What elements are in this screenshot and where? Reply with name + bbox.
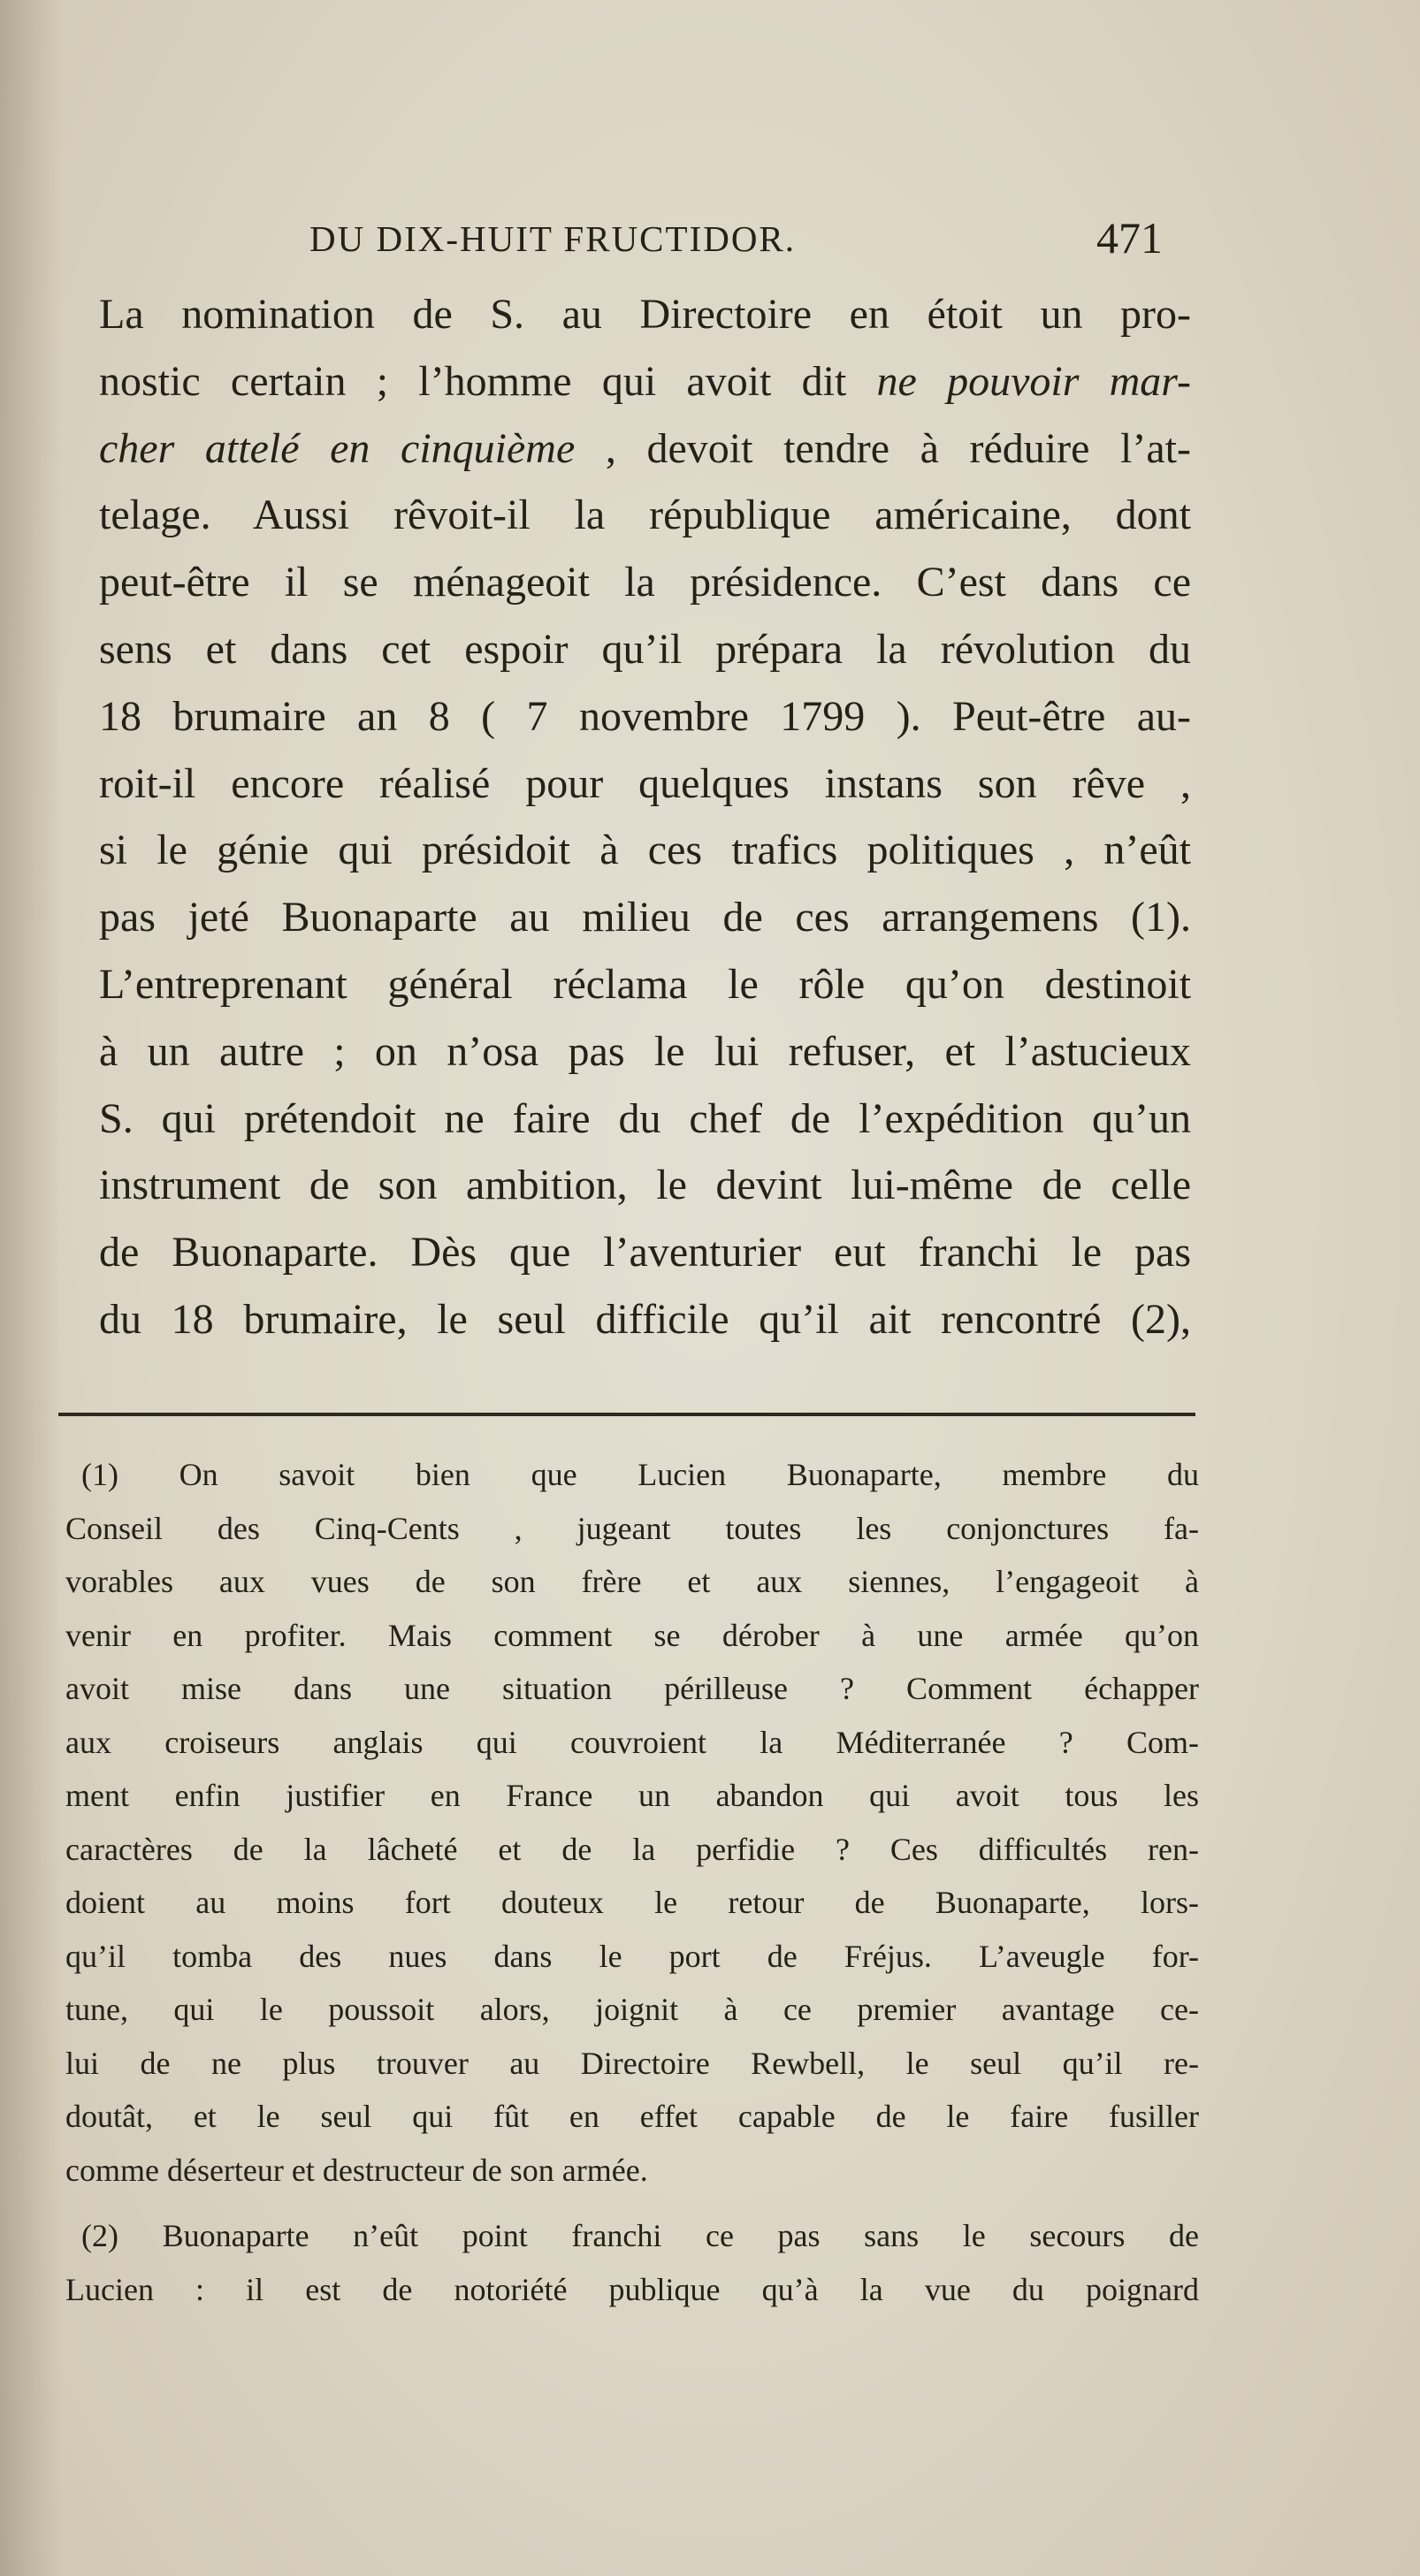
footnote-line: avoit mise dans une situation périlleuse ? Comment échapper [65,1671,1199,1706]
text-line [99,415,1191,483]
text-line: S. qui prétendoit ne faire du chef de l’expédition qu’un [99,1094,1191,1142]
text-line: sens et dans cet espoir qu’il prépara la révolution du [99,625,1191,673]
page-number: 471 [1096,213,1163,263]
text-line: L’entreprenant général réclama le rôle qu’on destinoit [99,960,1191,1008]
footnotes [65,1448,1199,2316]
text-line: roit-il encore réalisé pour quelques instans son rêve , [99,759,1191,807]
footnote-line: comme déserteur et destructeur de son armée. [65,2152,648,2188]
footnote-line: vorables aux vues de son frère et aux siennes, l’engageoit à [65,1564,1199,1599]
text-line-roman: , devoit tendre à réduire l’at- [575,424,1191,472]
text-line: telage. Aussi rêvoit-il la république américaine, dont [99,492,1191,539]
footnote-line: qu’il tomba des nues dans le port de Fréjus. L’aveugle for- [65,1938,1199,1974]
italic-phrase: cher attelé en cinquième [99,424,576,472]
text-line: du 18 brumaire, le seul difficile qu’il ait rencontré (2), [99,1295,1191,1343]
footnote-gap [65,2197,1199,2209]
footnote-line: caractères de la lâcheté et de la perfidie ? Ces difficultés ren- [65,1831,1199,1867]
text-line: à un autre ; on n’osa pas le lui refuser, et l’astucieux [99,1027,1191,1075]
text-line-roman: nostic certain ; l’homme qui avoit dit [99,357,877,405]
footnote-line: (2) Buonaparte n’eût point franchi ce pas sans le secours de [81,2218,1199,2253]
footnote-line: ment enfin justifier en France un abandon qui avoit tous les [65,1778,1199,1813]
page-header [106,212,1194,274]
page-edge-shadow [0,0,62,2576]
footnote-line: lui de ne plus trouver au Directoire Rewbell, le seul qu’il re- [65,2045,1199,2081]
footnote-1 [65,1448,1199,2197]
footnote-line: Lucien : il est de notoriété publique qu’à la vue du poignard [65,2271,1199,2307]
text-line: pas jeté Buonaparte au milieu de ces arrangemens (1). [99,894,1191,941]
footnote-line: tune, qui le poussoit alors, joignit à ce premier avantage ce- [65,1992,1199,2027]
main-text [99,281,1191,1353]
footnote-line: (1) On savoit bien que Lucien Buonaparte, membre du [81,1457,1199,1492]
italic-phrase: ne pouvoir mar- [876,357,1192,405]
footnote-line: doutât, et le seul qui fût en effet capable de le faire fusiller [65,2099,1199,2134]
running-head: DU DIX-HUIT FRUCTIDOR. [309,218,797,259]
text-line: instrument de son ambition, le devint lui-même de celle [99,1162,1191,1209]
footnote-line: doient au moins fort douteux le retour de Buonaparte, lors- [65,1885,1199,1920]
text-line: peut-être il se ménageoit la présidence. C’est dans ce [99,559,1191,606]
footnote-separator [58,1413,1195,1416]
text-line: 18 brumaire an 8 ( 7 novembre 1799 ). Peut-être au- [99,692,1191,740]
footnote-line: Conseil des Cinq-Cents , jugeant toutes les conjonctures fa- [65,1510,1199,1546]
text-line: La nomination de S. au Directoire en étoit un pro- [99,291,1191,338]
footnote-line: venir en profiter. Mais comment se dérober à une armée qu’on [65,1617,1199,1653]
footnote-line: aux croiseurs anglais qui couvroient la Méditerranée ? Com- [65,1724,1199,1760]
text-line: de Buonaparte. Dès que l’aventurier eut franchi le pas [99,1229,1191,1277]
text-line: si le génie qui présidoit à ces trafics politiques , n’eût [99,827,1191,874]
text-line [99,348,1191,415]
footnote-2 [65,2209,1199,2316]
